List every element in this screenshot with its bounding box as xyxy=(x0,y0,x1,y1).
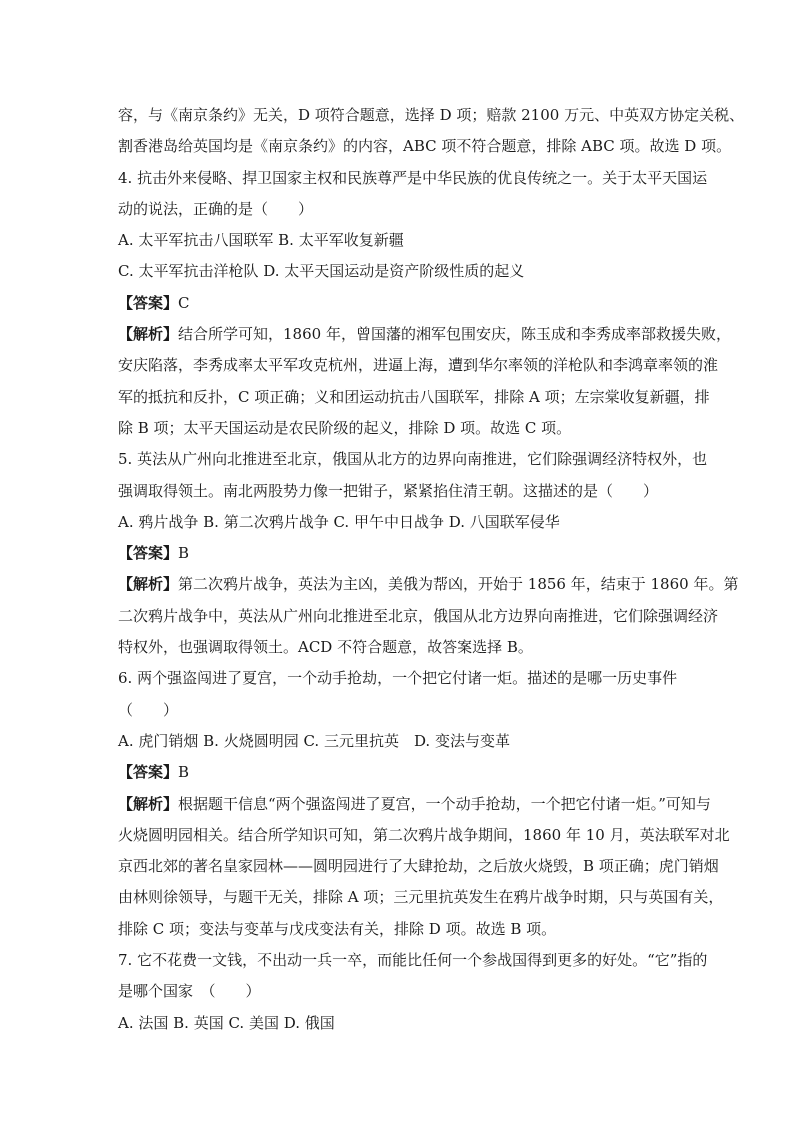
section-tag: 【解析】 xyxy=(118,794,179,813)
section-tag: 【答案】 xyxy=(118,293,179,312)
section-tag: 【答案】 xyxy=(118,763,179,782)
line-text: 强调取得领土。南北两股势力像一把钳子，紧紧掐住清王朝。这描述的是（ ） xyxy=(118,481,659,500)
text-line xyxy=(118,413,676,444)
document-body xyxy=(118,100,745,1039)
line-text: 安庆陷落，李秀成率太平军攻克杭州，进逼上海，遭到华尔率领的洋枪队和李鸿章率领的淮 xyxy=(118,356,719,375)
line-text: A. 太平军抗击八国联军 B. 太平军收复新疆 xyxy=(118,231,404,250)
text-line xyxy=(118,194,676,225)
text-line xyxy=(118,757,676,788)
line-text: 军的抵抗和反扑，C 项正确；义和团运动抗击八国联军，排除 A 项；左宗棠收复新疆，排 xyxy=(118,387,710,406)
section-tag: 【解析】 xyxy=(118,575,179,594)
line-text: A. 法国 B. 英国 C. 美国 D. 俄国 xyxy=(118,1013,335,1032)
section-tag: 【解析】 xyxy=(118,325,179,344)
text-line xyxy=(118,569,739,600)
line-text: 排除 C 项；变法与变革与戊戌变法有关，排除 D 项。故选 B 项。 xyxy=(118,919,557,938)
text-line xyxy=(118,632,676,663)
line-text: 7. 它不花费一文钱，不出动一兵一卒，而能比任何一个参战国得到更多的好处。“它”指的 xyxy=(118,951,708,970)
line-text: 第二次鸦片战争，英法为主凶，美俄为帮凶，开始于 1856 年，结束于 1860 年。第 xyxy=(178,575,739,594)
text-line xyxy=(118,350,719,381)
text-line xyxy=(118,476,676,507)
line-text: 京西北郊的著名皇家园林——圆明园进行了大肆抢劫，之后放火烧毁，B 项正确；虎门销烟 xyxy=(118,857,719,876)
line-text: 根据题干信息“两个强盗闯进了夏宫，一个动手抢劫，一个把它付诸一炬。”可知与 xyxy=(178,794,711,813)
text-line xyxy=(118,851,719,882)
line-text: 结合所学可知，1860 年，曾国藩的湘军包围安庆，陈玉成和李秀成率部救援失败， xyxy=(178,325,731,344)
line-text: 5. 英法从广州向北推进至北京，俄国从北方的边界向南推进，它们除强调经济特权外，也 xyxy=(118,450,708,469)
line-text: 由林则徐领导，与题干无关，排除 A 项；三元里抗英发生在鸦片战争时期，只与英国有关， xyxy=(118,888,724,907)
line-text: 特权外，也强调取得领土。ACD 不符合题意，故答案选择 B。 xyxy=(118,638,533,657)
line-text: A. 虎门销烟 B. 火烧圆明园 C. 三元里抗英 D. 变法与变革 xyxy=(118,731,510,750)
text-line xyxy=(118,444,708,475)
text-line xyxy=(118,914,676,945)
line-text: 二次鸦片战争中，英法从广州向北推进至北京，俄国从北方边界向南推进，它们除强调经济 xyxy=(118,606,719,625)
line-text: 4. 抗击外来侵略、捍卫国家主权和民族尊严是中华民族的优良传统之一。关于太平天国运 xyxy=(118,168,708,187)
text-line xyxy=(118,256,676,287)
text-line xyxy=(118,820,730,851)
text-line xyxy=(118,538,676,569)
text-line xyxy=(118,726,676,757)
text-line xyxy=(118,882,724,913)
line-text: 动的说法，正确的是（ ） xyxy=(118,199,314,218)
line-text: （ ） xyxy=(118,700,179,719)
line-text: 6. 两个强盗闯进了夏宫，一个动手抢劫，一个把它付诸一炬。描述的是哪一历史事件 xyxy=(118,669,678,688)
line-text: 割香港岛给英国均是《南京条约》的内容，ABC 项不符合题意，排除 ABC 项。故选 D 项。 xyxy=(118,137,732,156)
line-text: B xyxy=(178,544,190,563)
text-line xyxy=(118,225,676,256)
text-line xyxy=(118,507,676,538)
text-line xyxy=(118,976,676,1007)
text-line xyxy=(118,100,745,131)
text-line xyxy=(118,789,711,820)
text-line xyxy=(118,601,719,632)
text-line xyxy=(118,1008,676,1039)
line-text: 是哪个国家 （ ） xyxy=(118,982,261,1001)
text-line xyxy=(118,319,731,350)
text-line xyxy=(118,695,676,726)
text-line xyxy=(118,382,710,413)
text-line xyxy=(118,163,708,194)
line-text: B xyxy=(178,763,190,782)
line-text: C xyxy=(178,293,190,312)
line-text: A. 鸦片战争 B. 第二次鸦片战争 C. 甲午中日战争 D. 八国联军侵华 xyxy=(118,512,560,531)
text-line xyxy=(118,663,676,694)
section-tag: 【答案】 xyxy=(118,544,179,563)
text-line xyxy=(118,131,732,162)
line-text: C. 太平军抗击洋枪队 D. 太平天国运动是资产阶级性质的起义 xyxy=(118,262,525,281)
line-text: 除 B 项；太平天国运动是农民阶级的起义，排除 D 项。故选 C 项。 xyxy=(118,418,572,437)
text-line xyxy=(118,945,708,976)
text-line xyxy=(118,288,676,319)
line-text: 容，与《南京条约》无关，D 项符合题意，选择 D 项；赔款 2100 万元、中英双方协定关税、 xyxy=(118,106,745,124)
line-text: 火烧圆明园相关。结合所学知识可知，第二次鸦片战争期间，1860 年 10 月，英法联军对北 xyxy=(118,825,730,844)
